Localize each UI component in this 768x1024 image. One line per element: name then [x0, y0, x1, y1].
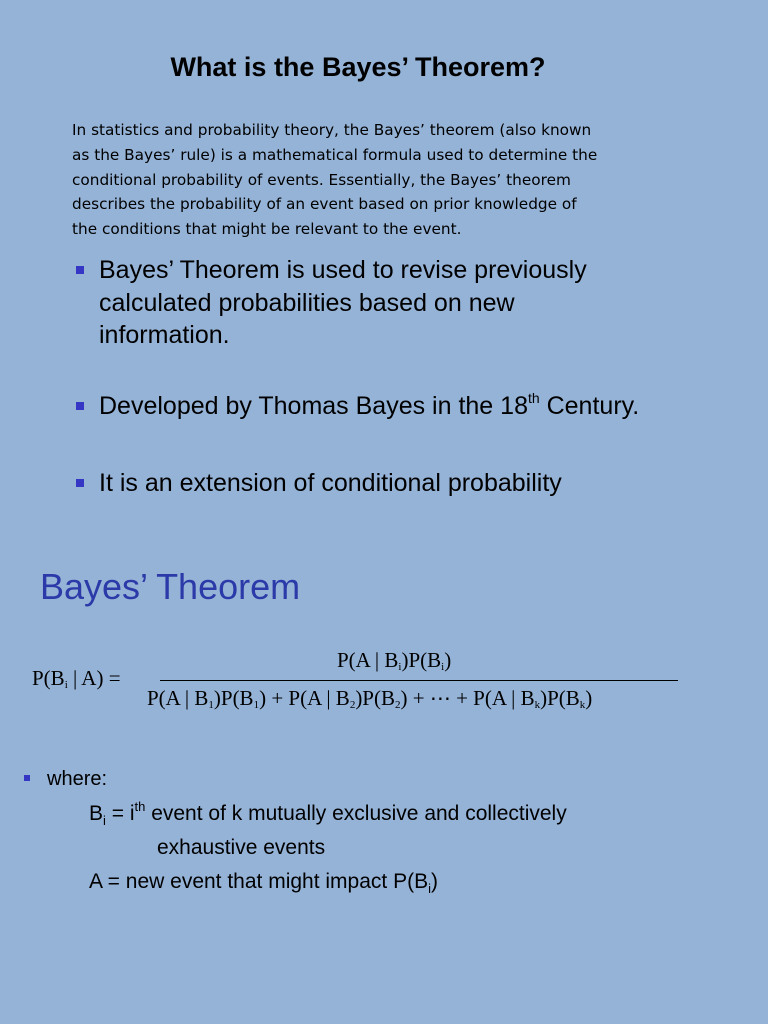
- section-heading: Bayes’ Theorem: [40, 566, 301, 607]
- formula-sub: k: [534, 699, 541, 711]
- bullet-text: It is an extension of conditional probability: [99, 469, 562, 497]
- def-sub: i: [103, 813, 106, 828]
- def-sub: i: [428, 881, 431, 896]
- formula-text: P(A | B: [337, 648, 399, 672]
- formula-text: )P(B: [540, 686, 580, 710]
- bullet-line: calculated probabilities based on new: [99, 288, 515, 317]
- def-text: ): [430, 870, 438, 893]
- definition-bi-continued: exhaustive events: [157, 836, 326, 859]
- formula-text: )P(B: [355, 686, 395, 710]
- formula-text: ) + P(A | B: [259, 686, 350, 710]
- def-text: event of k mutually exclusive and collectively: [145, 802, 567, 825]
- intro-line: describes the probability of an event based on prior knowledge of: [72, 195, 577, 214]
- square-bullet-icon: [76, 402, 84, 410]
- intro-line: the conditions that might be relevant to the event.: [72, 220, 462, 239]
- formula-denominator: [147, 686, 592, 711]
- square-bullet-icon: [76, 479, 84, 487]
- bullet-line: Bayes’ Theorem is used to revise previously: [99, 256, 587, 284]
- formula-lhs: [32, 666, 121, 691]
- intro-line: as the Bayes’ rule) is a mathematical formula used to determine the: [72, 145, 598, 164]
- formula-numerator: [337, 648, 451, 673]
- formula-sub: 2: [395, 699, 401, 711]
- bullet-text: Century.: [539, 391, 640, 420]
- formula-sub: k: [579, 699, 586, 711]
- square-bullet-icon: [76, 266, 84, 274]
- formula-text: P(B: [32, 666, 65, 690]
- formula-text: | A) =: [67, 666, 121, 690]
- formula-sub: 2: [349, 699, 356, 711]
- bullet-line: information.: [99, 321, 230, 349]
- intro-paragraph: [72, 118, 632, 242]
- where-label: [24, 766, 107, 792]
- intro-line: In statistics and probability theory, the Bayes’ theorem (also known: [72, 121, 592, 139]
- intro-line: conditional probability of events. Essentially, the Bayes’ theorem: [72, 170, 571, 189]
- bullet-developed: [76, 390, 726, 423]
- formula-text: )P(B: [213, 686, 254, 710]
- fraction-bar: [160, 680, 678, 681]
- bullet-extension: [76, 467, 726, 500]
- formula-text: P(A | B: [147, 686, 209, 710]
- formula-sub: i: [64, 679, 68, 691]
- formula-text: ): [444, 648, 452, 672]
- where-text: where:: [47, 768, 108, 790]
- def-text: = i: [105, 802, 135, 825]
- def-text: A = new event that might impact P(B: [89, 870, 429, 893]
- formula-sub: 1: [253, 699, 260, 711]
- page-title: What is the Bayes’ Theorem?: [170, 52, 546, 82]
- def-sup: th: [134, 799, 146, 814]
- formula-sub: 1: [208, 699, 214, 711]
- definition-a: [89, 869, 438, 895]
- bayes-formula: [32, 640, 722, 730]
- bullet-revise: [76, 254, 726, 352]
- ordinal-suffix: th: [527, 389, 540, 406]
- bullet-text: Developed by Thomas Bayes in the 18: [99, 391, 528, 420]
- formula-text: ) + ⋯ + P(A | B: [400, 686, 535, 710]
- square-bullet-icon: [24, 775, 30, 781]
- formula-sub: i: [441, 661, 445, 673]
- definition-bi: [89, 801, 567, 827]
- bullet-list: [76, 254, 726, 500]
- formula-sub: i: [398, 661, 402, 673]
- def-text: B: [89, 802, 104, 825]
- formula-text: )P(B: [401, 648, 442, 672]
- formula-text: ): [585, 686, 593, 710]
